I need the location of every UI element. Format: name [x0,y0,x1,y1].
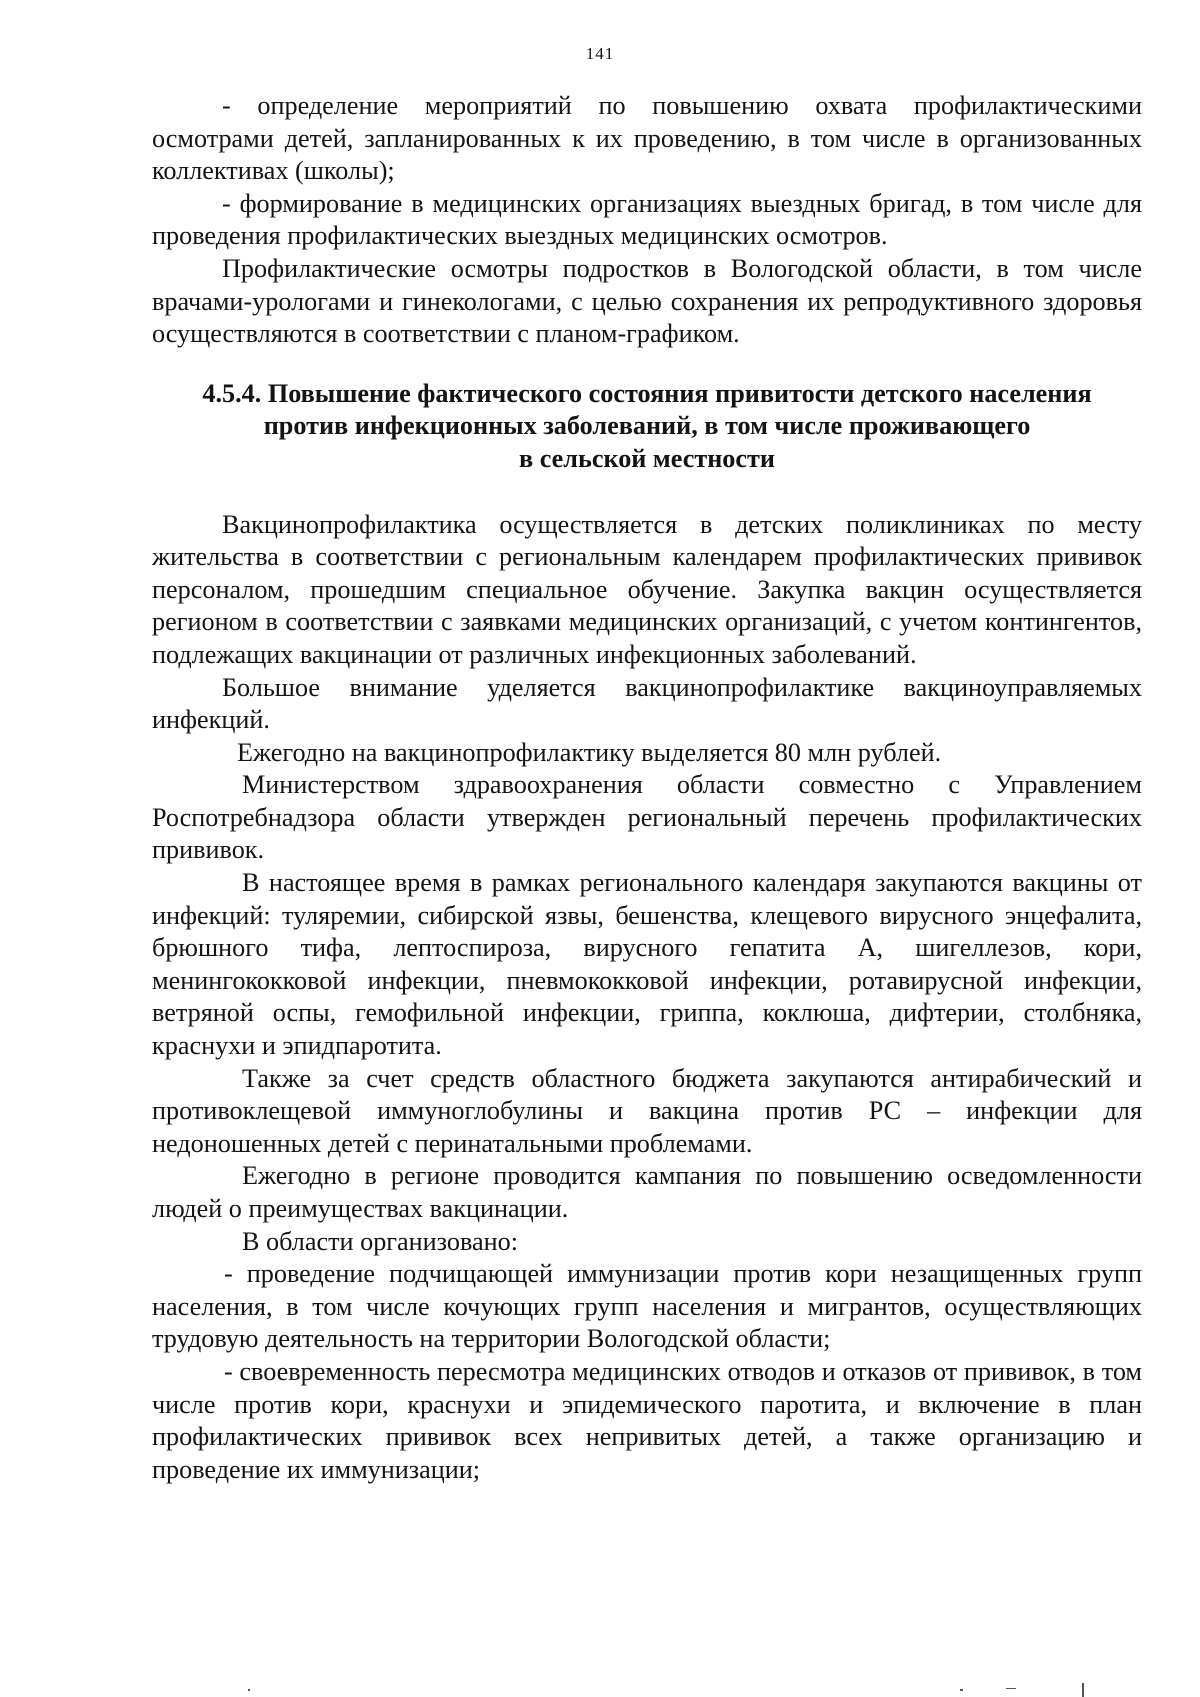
intro-item-1: - определение мероприятий по повышению охвата профилактическими осмотрами детей, запланированных к их проведению, в том числе в организованных коллективах (школы); [152,91,1142,186]
scan-mark-left [248,1689,250,1691]
paragraph-immunoglobulins: Также за счет средств областного бюджета закупаются антирабический и противоклещевой иммуноглобулины и вакцина против РС – инфекции для недоношенных детей с перинатальными проблемами. [152,1063,1142,1158]
bullet-item-1: - проведение подчищающей иммунизации против кори незащищенных групп населения, в том числе кочующих групп населения и мигрантов, осуществляющих трудовую деятельность на территории Вологодской области; [152,1259,1142,1354]
paragraph-ministry: Министерством здравоохранения области совместно с Управлением Роспотребнадзора области утвержден региональный перечень профилактических прививок. [152,770,1142,865]
section-heading [152,378,1142,476]
scan-mark-right [1006,1688,1016,1689]
paragraph-calendar: В настоящее время в рамках регионального календаря закупаются вакцины от инфекций: туляремии, сибирской язвы, бешенства, клещевого вирусного энцефалита, брюшного тифа, лептоспироза, вирусного гепатита А, шигеллезов, кори, менингококковой инфекции, пневмококковой инфекции, ротавирусной инфекции, ветряной оспы, гемофильной инфекции, гриппа, коклюша, дифтерии, столбняка, краснухи и эпидпаротита. [152,868,1142,1061]
section-heading-line-3: в сельской местности [519,443,775,473]
scan-marks [0,1677,1200,1697]
document-body [152,90,1142,1486]
section-heading-line-2: против инфекционных заболеваний, в том числе проживающего [263,411,1031,441]
paragraph-attention: Большое внимание уделяется вакцинопрофилактике вакциноуправляемых инфекций. [152,672,1142,735]
paragraph-vaccination: Вакцинопрофилактика осуществляется в детских поликлиниках по месту жительства в соответствии с региональным календарем профилактических прививок персоналом, прошедшим специальное обучение. Закупка вакцин осуществляется регионом в соответствии с заявками медицинских организаций, с учетом контингентов, подлежащих вакцинации от различных инфекционных заболеваний. [152,509,1142,669]
scan-mark-edge [1082,1683,1084,1697]
intro-paragraph: Профилактические осмотры подростков в Вологодской области, в том числе врачами-урологами и гинекологами, с целью сохранения их репродуктивного здоровья осуществляются в соответствии с планом-графиком. [152,253,1142,349]
bullet-item-2: - своевременность пересмотра медицинских отводов и отказов от прививок, в том числе против кори, краснухи и эпидемического паротита, и включение в план профилактических прививок всех непривитых детей, а также организацию и проведение их иммунизации; [152,1356,1142,1484]
section-heading-line-1: 4.5.4. Повышение фактического состояния привитости детского населения [202,378,1092,408]
paragraph-campaign: Ежегодно в регионе проводится кампания по повышению осведомленности людей о преимуществах вакцинации. [152,1161,1142,1223]
page-number: 141 [585,44,615,63]
paragraph-budget: Ежегодно на вакцинопрофилактику выделяется 80 млн рублей. [237,737,942,767]
scan-mark-middle [960,1689,963,1691]
intro-item-2: - формирование в медицинских организациях выездных бригад, в том числе для проведения профилактических выездных медицинских осмотров. [152,188,1142,251]
paragraph-organized: В области организовано: [242,1226,518,1256]
